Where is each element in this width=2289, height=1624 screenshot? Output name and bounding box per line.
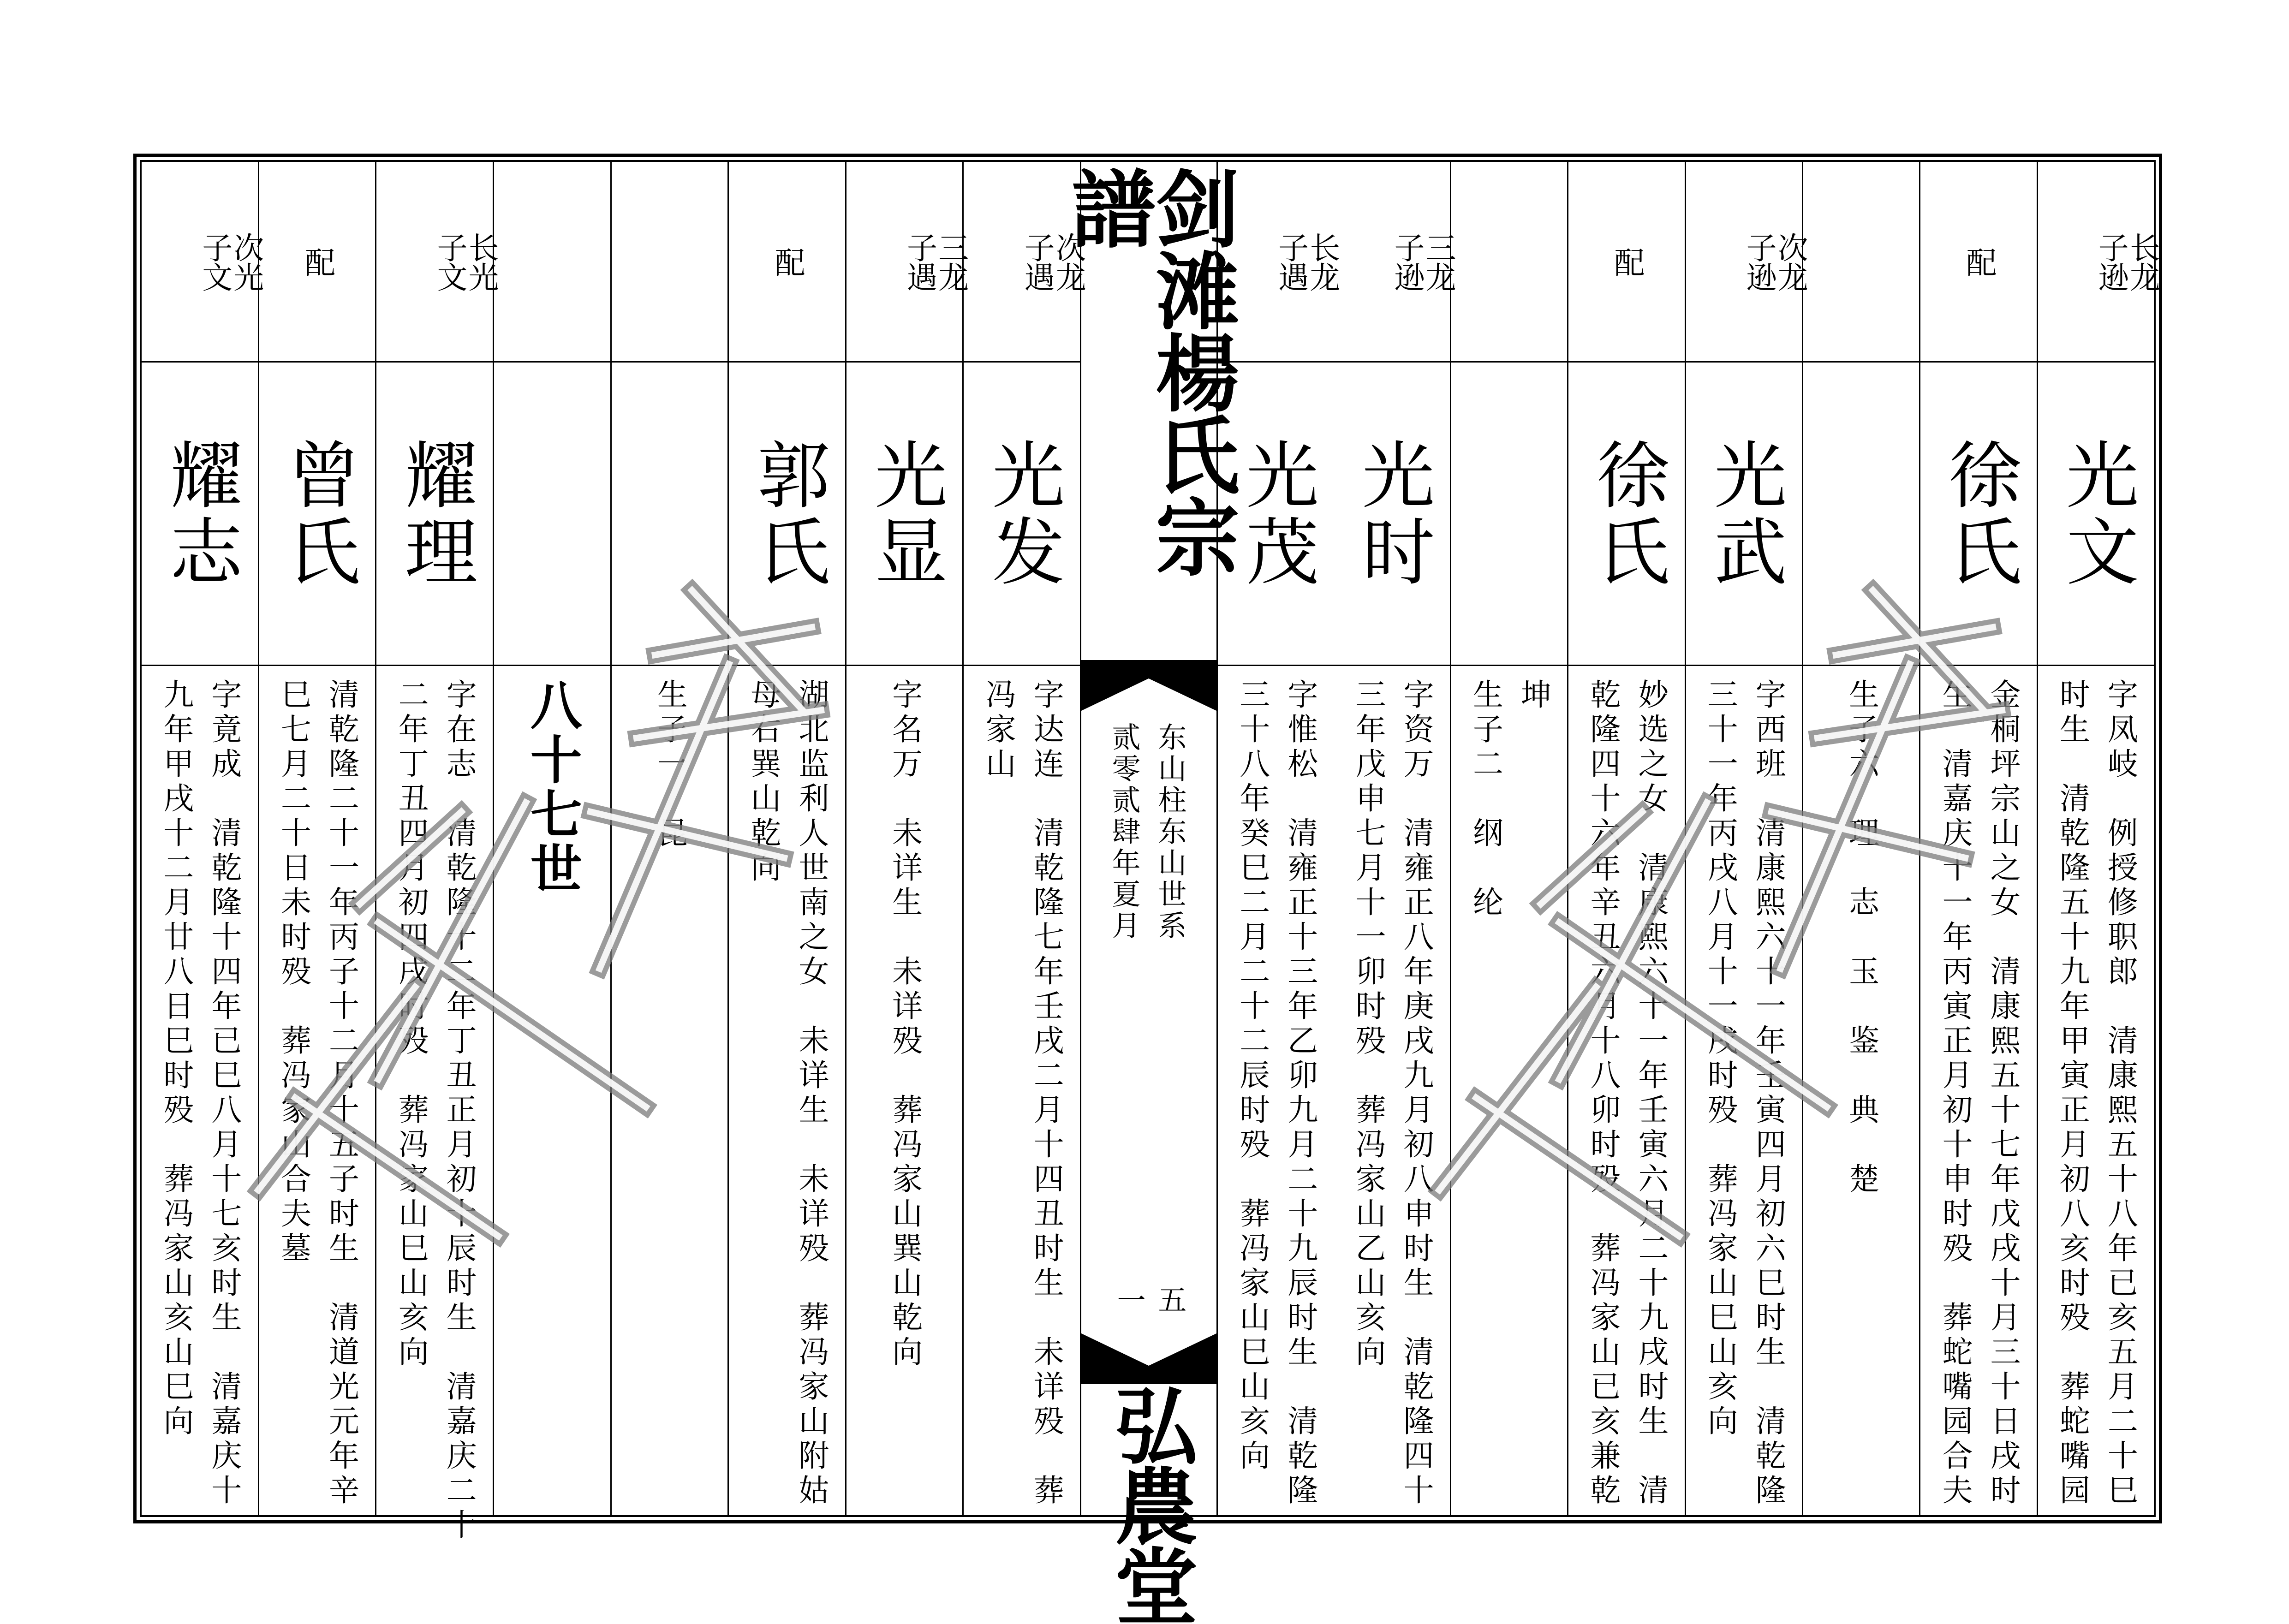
genealogy-column <box>729 162 846 1515</box>
name-cell <box>1451 363 1567 666</box>
biography-cell <box>1803 668 1919 1515</box>
relation-text: 子逊 <box>2093 232 2129 291</box>
relation-text: 子遇 <box>1273 232 1309 291</box>
relation-text: 子遇 <box>1019 232 1055 291</box>
person-name: 徐氏 <box>1936 437 2021 590</box>
genealogy-column <box>1686 162 1808 1515</box>
name-cell <box>964 363 1080 666</box>
biography-line: 湖北监利人世南之女 未详生 未详殁 葬冯家山附姑 <box>793 678 829 1509</box>
relation-text: 次龙 <box>1772 232 1808 291</box>
relation-text: 子文 <box>197 232 232 291</box>
fish-tail-ornament-bottom <box>1081 1333 1216 1384</box>
book-title: 剑滩楊氏宗譜 <box>1058 166 1240 576</box>
genealogy-column <box>142 162 264 1515</box>
relation-text: 长龙 <box>1304 232 1340 291</box>
biography-line: 时生 清乾隆五十九年甲寅正月初八亥时殁 葬蛇嘴园 <box>2054 678 2090 1509</box>
hall-name-box <box>1081 1383 1216 1624</box>
hall-name: 弘農堂 <box>1101 1383 1198 1624</box>
relation-cell <box>376 162 499 363</box>
relation-cell <box>1568 162 1684 363</box>
person-name: 郭氏 <box>745 437 830 590</box>
name-cell <box>846 363 963 666</box>
person-name: 光文 <box>2054 437 2139 590</box>
relation-cell <box>964 162 1086 363</box>
name-cell <box>1803 363 1919 666</box>
relation-text: 配 <box>769 247 805 276</box>
biography-line: 金桐坪宗山之女 清康熙五十七年戊戌十月三十日戌时 <box>1985 678 2021 1509</box>
relation-text: 子逊 <box>1389 232 1425 291</box>
biography-line: 三十一年丙戌八月十一戌时殁 葬冯家山巳山亥向 <box>1702 678 1738 1440</box>
relation-text: 长光 <box>463 232 499 291</box>
biography-cell <box>376 668 493 1543</box>
name-cell <box>259 363 376 666</box>
person-name: 光茂 <box>1234 437 1319 590</box>
relation-text: 子遇 <box>901 232 937 291</box>
biography-cell <box>612 668 728 1515</box>
biography-line: 字竟成 清乾隆十四年已巳八月十七亥时生 清嘉庆十 <box>206 678 242 1509</box>
relation-cell <box>494 162 610 363</box>
name-cell <box>1686 363 1802 666</box>
relation-text: 次光 <box>228 232 264 291</box>
person-name: 光发 <box>980 437 1065 590</box>
biography-line: 生子六 理 志 玉 鉴 典 楚 <box>1843 678 1879 1197</box>
left-page-half <box>142 162 1086 1543</box>
name-cell <box>1334 363 1449 666</box>
name-cell <box>494 363 610 666</box>
genealogy-column <box>1568 162 1686 1515</box>
biography-line: 清乾隆二十一年丙子十二月十五子时生 清道光元年辛 <box>323 678 359 1509</box>
genealogy-column <box>2038 162 2160 1515</box>
biography-line: 乾隆四十六年辛丑六月十八卯时殁 葬冯家山已亥兼乾 <box>1585 678 1621 1509</box>
biography-cell <box>142 668 258 1515</box>
relation-cell <box>2038 162 2160 363</box>
relation-cell <box>612 162 728 363</box>
genealogy-column <box>964 162 1086 1515</box>
relation-cell <box>1686 162 1808 363</box>
biography-line: 字惟松 清雍正十三年乙卯九月二十九辰时生 清乾隆 <box>1282 678 1318 1509</box>
relation-text: 三龙 <box>933 232 969 291</box>
biography-cell <box>259 668 376 1515</box>
name-cell <box>1920 363 2036 666</box>
biography-cell <box>1218 668 1334 1515</box>
relation-text: 配 <box>1961 247 1997 276</box>
relation-text: 子逊 <box>1741 232 1777 291</box>
genealogy-column <box>1334 162 1456 1515</box>
biography-line: 生 清嘉庆十一年丙寅正月初十申时殁 葬蛇嘴园合夫 <box>1937 678 1973 1509</box>
biography-line: 二年丁丑四月初四戌时殁 葬冯家山巳山亥向 <box>393 678 429 1370</box>
person-name: 光时 <box>1350 437 1435 590</box>
biography-cell <box>729 668 845 1515</box>
relation-text: 次龙 <box>1050 232 1086 291</box>
person-name: 光武 <box>1702 437 1787 590</box>
biography-line: 字名万 未详生 未详殁 葬冯家山巽山乾向 <box>887 678 923 1370</box>
biography-cell <box>1451 668 1567 1515</box>
biography-line: 冯家山 <box>980 678 1016 782</box>
series-label: 东山柱东山世系 <box>1153 722 1187 942</box>
person-name: 光显 <box>862 437 948 590</box>
relation-text: 三龙 <box>1420 232 1456 291</box>
person-name: 徐氏 <box>1584 437 1669 590</box>
biography-line: 妙选之女 清康熙六十一年壬寅六月二十九戌时生 清 <box>1633 678 1669 1509</box>
name-cell <box>2038 363 2154 666</box>
biography-cell <box>1920 668 2036 1515</box>
relation-cell <box>1451 162 1567 363</box>
relation-cell <box>1803 162 1919 363</box>
biography-cell <box>2038 668 2154 1515</box>
name-cell <box>729 363 845 666</box>
relation-text: 长龙 <box>2124 232 2160 291</box>
spine-info <box>1081 704 1216 1331</box>
genealogy-column <box>494 162 612 1515</box>
name-cell <box>1568 363 1684 666</box>
genealogy-column <box>376 162 499 1543</box>
relation-cell <box>846 162 969 363</box>
biography-line: 巳七月二十日未时殁 葬冯家山合夫墓 <box>275 678 311 1267</box>
biography-line: 字西班 清康熙六十一年壬寅四月初六巳时生 清乾隆 <box>1750 678 1786 1509</box>
biography-line: 九年甲戌十二月廿八日巳时殁 葬冯家山亥山巳向 <box>158 678 194 1440</box>
relation-text: 配 <box>299 247 335 276</box>
biography-cell <box>964 668 1080 1515</box>
biography-cell <box>1686 668 1802 1515</box>
person-name: 曾氏 <box>275 437 360 590</box>
biography-cell <box>494 668 610 1515</box>
fish-tail-ornament-top <box>1081 660 1216 711</box>
name-cell <box>612 363 728 666</box>
relation-cell <box>142 162 264 363</box>
biography-line: 生子二 纲 纶 <box>1467 678 1503 921</box>
biography-line: 坤 <box>1515 678 1551 713</box>
name-cell <box>142 363 258 666</box>
genealogy-column <box>1451 162 1568 1515</box>
right-page-half <box>1218 162 2160 1515</box>
relation-text: 配 <box>1609 247 1645 276</box>
biography-line: 三年戊申七月十一卯时殁 葬冯家山乙山亥向 <box>1350 678 1386 1370</box>
page-number: 五一 <box>1112 1285 1187 1314</box>
compile-date: 贰零贰肆年夏月 <box>1107 722 1141 942</box>
biography-cell <box>1568 668 1684 1515</box>
genealogy-column <box>1920 162 2038 1515</box>
generation-label: 八十七世 <box>522 678 582 896</box>
biography-line: 生子一 昆 <box>652 678 688 851</box>
relation-cell <box>1920 162 2036 363</box>
person-name: 耀理 <box>393 437 477 590</box>
genealogy-column <box>259 162 377 1515</box>
genealogy-column <box>612 162 729 1515</box>
relation-cell <box>729 162 845 363</box>
genealogy-column <box>846 162 969 1515</box>
person-name: 耀志 <box>157 437 243 590</box>
biography-cell <box>1334 668 1449 1515</box>
relation-text: 子文 <box>432 232 468 291</box>
biography-line: 字在志 清乾隆十二年丁丑正月初十辰时生 清嘉庆二十 <box>441 678 477 1543</box>
name-cell <box>376 363 493 666</box>
relation-cell <box>259 162 376 363</box>
genealogy-column <box>1803 162 1920 1515</box>
biography-line: 母右巽山乾向 <box>745 678 781 886</box>
relation-cell <box>1334 162 1456 363</box>
biography-line: 字凤岐 例授修职郎 清康熙五十八年已亥五月二十巳 <box>2102 678 2138 1509</box>
biography-cell <box>846 668 963 1515</box>
biography-line: 三十八年癸巳二月二十二辰时殁 葬冯家山巳山亥向 <box>1234 678 1270 1474</box>
biography-line: 字达连 清乾隆七年壬戌二月十四丑时生 未详殁 葬 <box>1028 678 1064 1509</box>
biography-line: 字资万 清雍正八年庚戌九月初八申时生 清乾隆四十 <box>1398 678 1434 1509</box>
